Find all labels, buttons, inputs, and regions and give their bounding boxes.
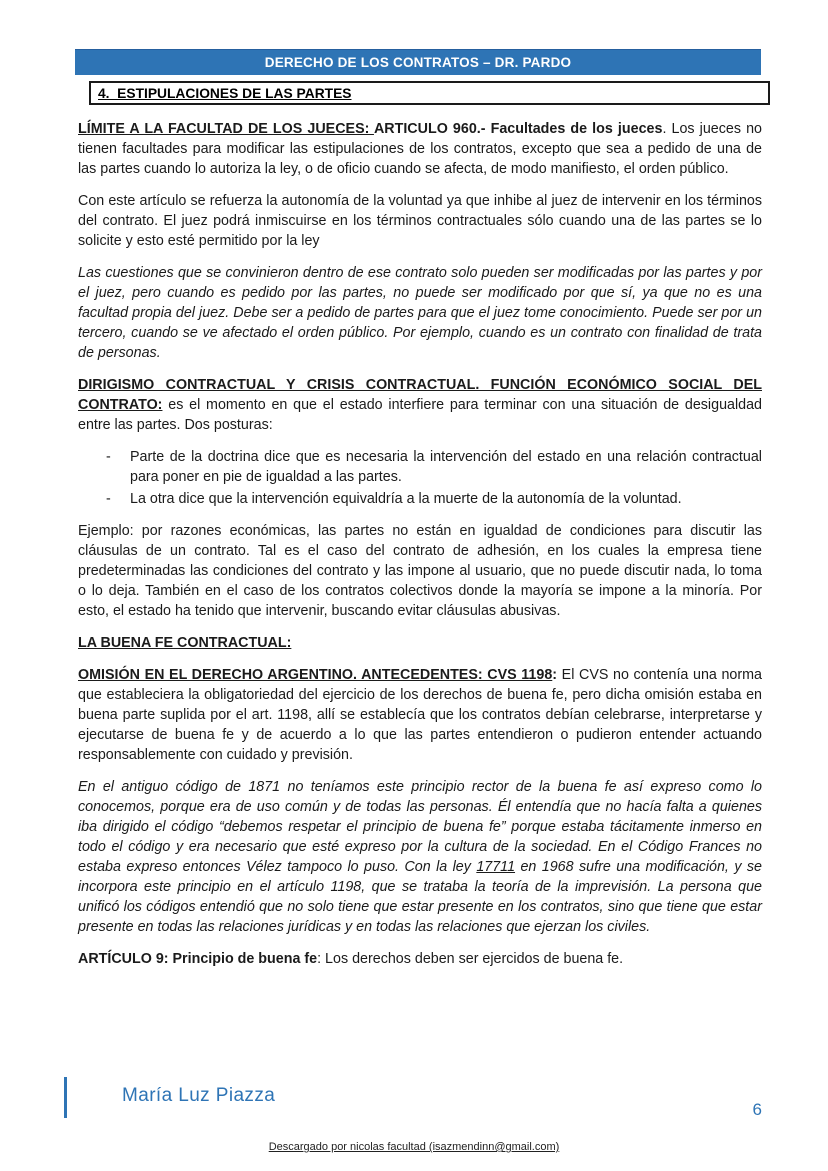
text-run: en 1968 sufre una modificación, y se incorpora este principio en el artículo 1198, que se trataba la teoría de la imprevisión. La persona que unificó los códigos entendió que no solo tiene que estar presente en los contratos, sino que tiene que estar presente en todas las relaciones jurídicas y en todas las relaciones que ejerzan los civiles. [78,859,762,935]
document-body [78,119,762,981]
text-run: LÍMITE A LA FACULTAD DE LOS JUECES: [78,121,374,137]
footer-accent-bar [64,1077,67,1118]
text-run: LA BUENA FE CONTRACTUAL: [78,635,292,651]
text-run: La otra dice que la intervención equivaldría a la muerte de la autonomía de la voluntad. [130,491,682,507]
section-heading: 4. ESTIPULACIONES DE LAS PARTES [98,85,352,101]
text-run: OMISIÓN EN EL DERECHO ARGENTINO. ANTECEDENTES: CVS 1198 [78,667,553,683]
paragraph-cuestiones-convinieron [78,263,762,363]
text-run: ARTICULO 960.- Facultades de los jueces [373,121,663,137]
text-run: DIRIGISMO CONTRACTUAL Y CRISIS CONTRACTUAL. FUNCIÓN ECONÓMICO SOCIAL DEL CONTRATO: [78,377,762,413]
text-run: ARTÍCULO 9: Principio de buena fe [78,951,318,967]
paragraph-dirigismo-contractual [78,375,762,435]
list-item-text [130,489,762,509]
dash-bullet: - [106,449,111,465]
section-heading-box [89,81,770,105]
list-item-text [130,447,762,487]
law-17711-link[interactable]: 17711 [476,859,516,875]
paragraph-antiguo-codigo-1871 [78,777,762,937]
text-run: Las cuestiones que se convinieron dentro de ese contrato solo pueden ser modificadas por las partes y por el juez, pero cuando es pedido por las partes, no puede ser modificado por que sí, ya que no es una facultad propia del juez. Debe ser a pedido de partes para que el juez tome conocimiento. Puede ser por un tercero, cuando se ve afectado el orden público. Por ejemplo, cuando es un contrato con finalidad de trata de personas. [78,265,762,361]
text-run: Parte de la doctrina dice que es necesaria la intervención del estado en una relación contractual para poner en pie de igualdad a las partes. [130,449,762,485]
list-item [78,489,762,509]
text-run: El CVS no contenía una norma que estableciera la obligatoriedad del ejercicio de los derechos de buena fe, pero dicha omisión estaba en buena parte suplida por el art. 1198, allí se establecía que los contratos debían celebrarse, interpretarse y ejecutarse de buena fe y de acuerdo a lo que las partes entendieron o pudieron entender actuando responsablemente con cuidado y previsión. [78,667,762,763]
dash-list [78,447,762,509]
text-run: Con este artículo se refuerza la autonomía de la voluntad ya que inhibe al juez de intervenir en los términos del contrato. El juez podrá inmiscuirse en los términos contractuales sólo cuando una de las partes se lo solicite y esto esté permitido por la ley [78,193,762,249]
text-run: : Los derechos deben ser ejercidos de buena fe. [317,951,624,967]
download-note[interactable]: Descargado por nicolas facultad (isazmendinn@gmail.com) [268,1141,560,1153]
heading-buena-fe-contractual [78,633,762,653]
text-run: es el momento en que el estado interfiere para terminar con una situación de desigualdad entre las partes. Dos posturas: [78,397,762,433]
paragraph-articulo-9 [78,949,762,969]
author-name: María Luz Piazza [122,1085,276,1106]
paragraph-ejemplo-adhesion [78,521,762,621]
paragraph-omision-derecho-argentino [78,665,762,765]
document-title: DERECHO DE LOS CONTRATOS – DR. PARDO [264,55,572,70]
text-run: : [552,667,562,683]
list-item [78,447,762,487]
paragraph-autonomia-voluntad [78,191,762,251]
text-run: . Los jueces no tienen facultades para modificar las estipulaciones de los contratos, excepto que sea a pedido de una de las partes cuando lo autoriza la ley, o de oficio cuando se afecta, de modo manifiesto, el orden público. [78,121,762,177]
paragraph-limite-facultad-jueces [78,119,762,179]
text-run: En el antiguo código de 1871 no teníamos este principio rector de la buena fe así expreso como lo conocemos, porque era de uso común y de todas las personas. Él entendía que no hacía falta a quienes iba dirigido el código “debemos respetar el principio de buena fe” porque estaba tácitamente inmerso en todo el código y era necesario que esté expreso por la cultura de la sociedad. En el Código Frances no estaba expreso entonces Vélez tampoco lo puso. Con la ley [78,779,762,875]
dash-bullet: - [106,491,111,507]
text-run: Ejemplo: por razones económicas, las partes no están en igualdad de condiciones para discutir las cláusulas de un contrato. Tal es el caso del contrato de adhesión, en los cuales la empresa tiene predeterminadas las condiciones del contrato y las impone al usuario, que no puede discutir nada, lo toma o lo deja. También en el caso de los contratos colectivos donde la mayoría se impone a la minoría. Por esto, el estado ha tenido que intervenir, buscando evitar cláusulas abusivas. [78,523,762,619]
page-number: 6 [752,1100,762,1119]
document-header-bar [75,49,761,75]
